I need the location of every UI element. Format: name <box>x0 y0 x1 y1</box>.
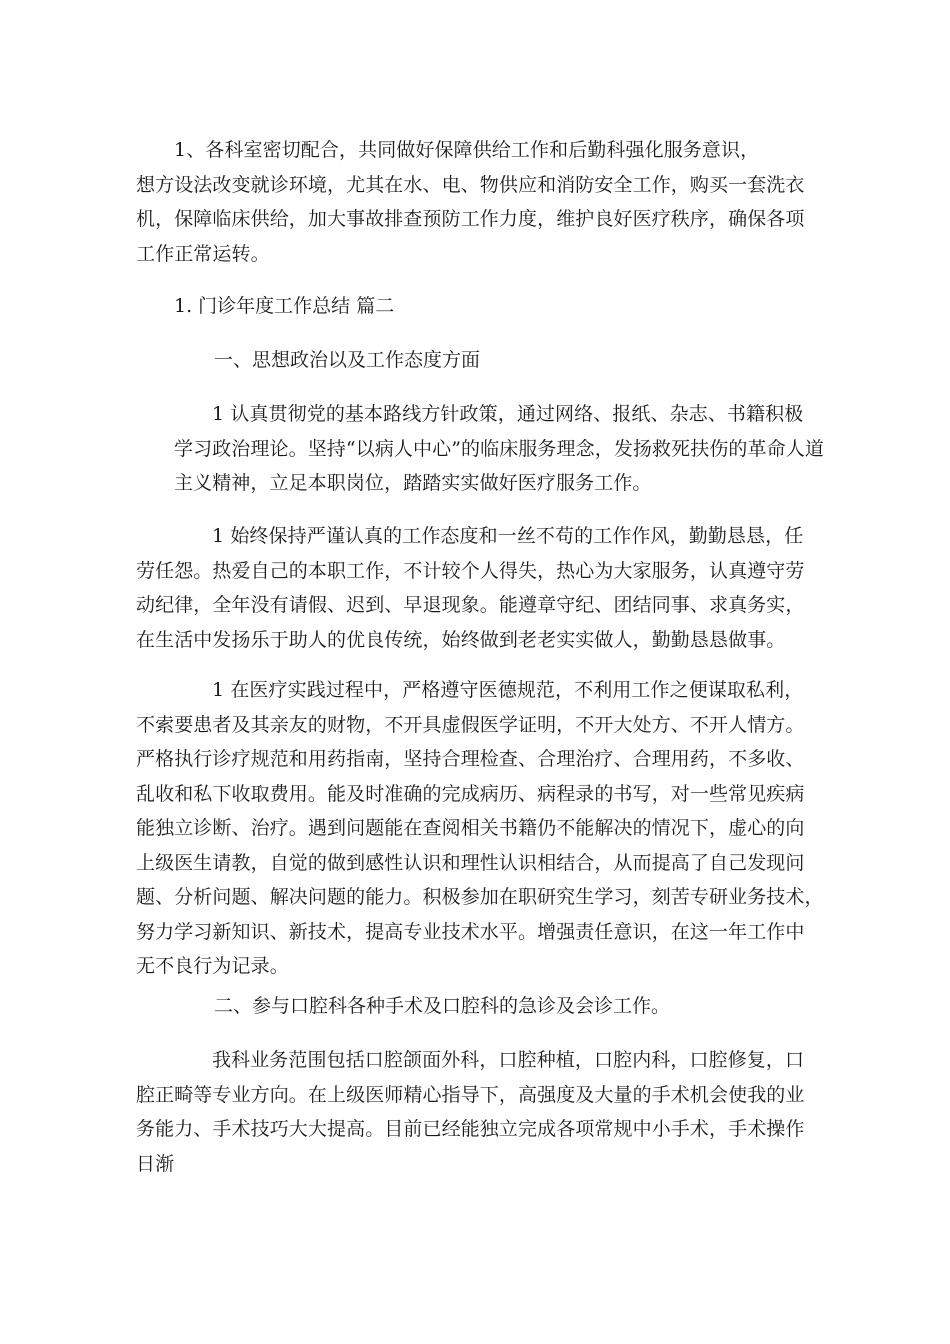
section-title: 1. 门诊年度工作总结 篇二 <box>174 295 395 317</box>
paragraph-support-work: 1、各科室密切配合，共同做好保障供给工作和后勤科强化服务意识， 想方设法改变就诊环境，尤其在水、电、物供应和消防安全工作，购买一套洗衣 机，保障临床供给，加大事故排查预防工作力度，维护良好医疗秩序，确保各项 工作正常运转。 <box>136 139 805 265</box>
heading-political-attitude: 一、思想政治以及工作态度方面 <box>214 349 481 371</box>
paragraph-medical-practice: 1 在医疗实践过程中，严格遵守医德规范，不利用工作之便谋取私利， 不索要患者及其亲友的财物，不开具虚假医学证明，不开大处方、不开人情方。 严格执行诊疗规范和用药指南，坚持合理检查、合理治疗、合理用药，不多收、 乱收和私下收取费用。能及时准确的完成病历、病程录的书写，对一些常见疾病 能独立诊断、治疗。遇到问题能在查阅相关书籍仍不能解决的情况下，虚心的向 上级医生请教，自觉的做到感性认识和理性认识相结合，从而提高了自己发现问 题、分析问题、解决问题的能力。积极参加在职研究生学习，刻苦专研业务技术， 努力学习新知识、新技术，提高专业技术水平。增强责任意识，在这一年工作中 无不良行为记录。 <box>136 679 824 977</box>
paragraph-department-scope: 我科业务范围包括口腔颌面外科，口腔种植，口腔内科，口腔修复，口 腔正畸等专业方向。在上级医师精心指导下，高强度及大量的手术机会使我的业 务能力、手术技巧大大提高。目前已经能独立完成各项常规中小手术，手术操作 日渐 <box>136 1049 805 1175</box>
heading-oral-surgery: 二、参与口腔科各种手术及口腔科的急诊及会诊工作。 <box>214 995 671 1017</box>
paragraph-political-study: 1 认真贯彻党的基本路线方针政策，通过网络、报纸、杂志、书籍积极 学习政治理论。坚持“以病人中心”的临床服务理念，发扬救死扶伤的革命人道 主义精神，立足本职岗位，踏踏实实做好医疗服务工作。 <box>174 403 824 494</box>
paragraph-work-attitude: 1 始终保持严谨认真的工作态度和一丝不苟的工作作风，勤勤恳恳，任 劳任怨。热爱自己的本职工作，不计较个人得失，热心为大家服务，认真遵守劳 动纪律，全年没有请假、迟到、早退现象。能遵章守纪、团结同事、求真务实， 在生活中发扬乐于助人的优良传统，始终做到老老实实做人，勤勤恳恳做事。 <box>136 525 805 651</box>
